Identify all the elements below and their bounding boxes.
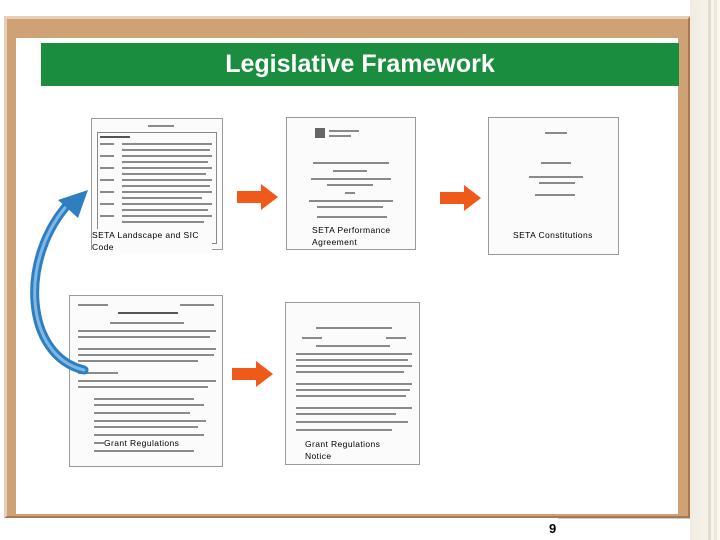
document-caption: SETA Performance Agreement	[312, 225, 391, 247]
footer-divider	[558, 518, 690, 519]
orange-arrow-icon	[440, 184, 482, 212]
document-caption: Grant Regulations Notice	[305, 439, 381, 461]
decorative-stripe	[708, 0, 711, 540]
page-number: 9	[549, 521, 557, 536]
decorative-stripe	[714, 0, 717, 540]
orange-arrow-icon	[232, 360, 274, 388]
document-caption: Grant Regulations	[104, 437, 204, 449]
slide-title: Legislative Framework	[41, 43, 679, 86]
document-caption: SETA Constitutions	[513, 230, 593, 240]
curved-arrow-icon	[14, 188, 96, 384]
orange-arrow-icon	[237, 183, 279, 211]
document-caption: SETA Landscape and SIC Code	[92, 229, 212, 253]
